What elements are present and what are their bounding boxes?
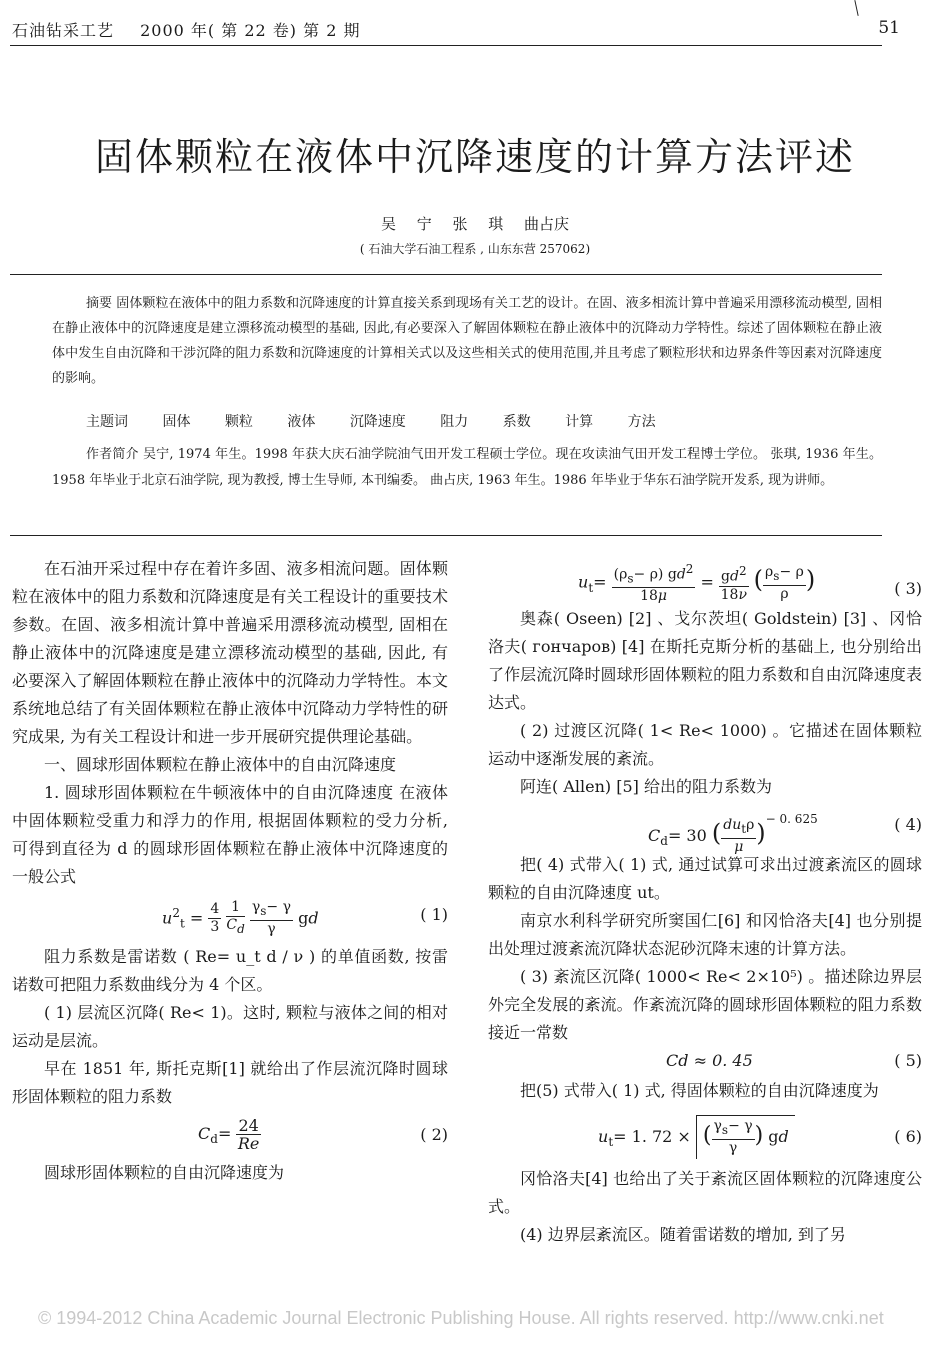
right-column: [488, 562, 922, 1249]
section-heading: 一、圆球形固体颗粒在静止液体中的自由沉降速度: [44, 755, 397, 774]
issue-info: 2000 年( 第 22 卷) 第 2 期: [140, 21, 361, 40]
substitute-paragraph: 把(5) 式带入( 1) 式, 得固体颗粒的自由沉降速度为: [520, 1081, 879, 1100]
authors: 吴 宁 张 琪 曲占庆: [380, 215, 570, 233]
equation-5: [488, 1047, 922, 1077]
abstract-top-rule: [10, 274, 882, 275]
keyword: 方法: [627, 414, 656, 430]
goncharov-paragraph: 冈恰洛夫[4] 也给出了关于紊流区固体颗粒的沉降速度公式。: [488, 1169, 922, 1216]
equation-number: ( 3): [894, 579, 922, 598]
equation-number: ( 6): [894, 1127, 922, 1146]
left-column: [12, 555, 448, 1187]
keyword: 主题词: [86, 414, 128, 430]
corner-mark: [854, 0, 858, 16]
affiliation: ( 石油大学石油工程系 , 山东东营 257062): [359, 242, 591, 256]
turbulent-paragraph: ( 3) 紊流区沉降( 1000< Re< 2×10⁵) 。描述除边界层外完全发展的紊流。作紊流沉降的圆球形固体颗粒的阻力系数接近一常数: [488, 967, 922, 1042]
oseen-paragraph: 奥森( Oseen) [2] 、戈尔茨坦( Goldstein) [3] 、冈恰洛夫( гончаров) [4] 在斯托克斯分析的基础上, 也分别给出了作层流沉降时圆球形固体颗粒的阻力系数和自由沉降速度表达式。: [488, 609, 922, 712]
header-rule: [10, 45, 882, 46]
dou-paragraph: 南京水利科学研究所窦国仁[6] 和冈恰洛夫[4] 也分别提出处理过渡紊流沉降状态泥砂沉降末速的计算方法。: [488, 911, 922, 958]
keywords: [86, 411, 686, 431]
equation-2: $C_d=$ $\frac{24}{Re}$ ( 2): [198, 1116, 448, 1153]
keyword: 固体: [162, 414, 191, 430]
allen-paragraph: 阿连( Allen) [5] 给出的阻力系数为: [520, 777, 772, 796]
equation-6: $u_t= 1$. 72 × ( $\frac{\gamma_s- \gamma}{\gamma}$ ) gd ( 6): [488, 1105, 922, 1165]
running-header: [12, 18, 360, 41]
equation-number: ( 2): [420, 1125, 448, 1144]
body-top-rule: [10, 535, 882, 536]
cnki-watermark: © 1994-2012 China Academic Journal Electronic Publishing House. All rights reserved. http://www.cnki.net: [38, 1308, 884, 1328]
stokes-paragraph: 早在 1851 年, 斯托克斯[1] 就给出了作层流沉降时圆球形固体颗粒的阻力系数: [12, 1059, 448, 1106]
keyword: 液体: [287, 414, 316, 430]
keyword: 计算: [565, 414, 594, 430]
page-number: 51: [878, 18, 900, 38]
equation-4: $C_d= 30$ ( $\frac{du_t\rho}{\mu}$ )$^{- 0. 625}$ ( 4): [648, 812, 922, 855]
equation-3: $u_t=$ $\frac{(\rho_s- \rho) gd^2}{18\mu}$ = $\frac{gd^2}{18\nu}$ ( $\frac{\rho_s- \rho}{\rho}$ ) ( 3): [578, 562, 922, 605]
transition-paragraph: ( 2) 过渡区沉降( 1< Re< 1000) 。它描述在固体颗粒运动中逐渐发展的紊流。: [488, 721, 922, 768]
paper-title: 固体颗粒在液体中沉降速度的计算方法评述: [94, 135, 855, 179]
equation-number: ( 5): [894, 1051, 922, 1070]
trial-calc-paragraph: 把( 4) 式带入( 1) 式, 通过试算可求出过渡紊流区的圆球颗粒的自由沉降速度 ut。: [488, 855, 922, 902]
intro-paragraph: 在石油开采过程中存在着许多固、液多相流问题。固体颗粒在液体中的阻力系数和沉降速度是有关工程设计的重要技术参数。在固、液多相流计算中普遍采用漂移流动模型, 固相在静止液体中的沉降速度是建立漂移流动模型的基础, 因此, 有必要深入了解固体颗粒在静止液体中的沉降动力学特性。本文系统地总结了有关固体颗粒在静止液体中沉降动力学特性的研究成果, 为有关工程设计和进一步开展研究提供理论基础。: [12, 559, 448, 746]
equation-1: $u^2_t$ = $\frac{4}{3}$ $\frac{1}{C_d}$ $\frac{\gamma_s- \gamma}{\gamma}$ gd ( 1): [162, 899, 448, 938]
keyword: 阻力: [440, 414, 469, 430]
reynolds-paragraph: 阻力系数是雷诺数 ( Re= u_t d / ν ) 的单值函数, 按雷诺数可把阻力系数曲线分为 4 个区。: [12, 947, 448, 994]
keyword: 系数: [502, 414, 531, 430]
keyword: 颗粒: [224, 414, 253, 430]
author-bio: 作者简介 吴宁, 1974 年生。1998 年获大庆石油学院油气田开发工程硕士学位。现在攻读油气田开发工程博士学位。 张琪, 1936 年生。1958 年毕业于北京石油学院, 现为教授, 博士生导师, 本刊编委。 曲占庆, 1963 年生。1986 年毕业于华东石油学院开发系, 现为讲师。: [52, 447, 882, 488]
equation-number: ( 1): [420, 905, 448, 924]
boundary-layer-paragraph: (4) 边界层紊流区。随着雷诺数的增加, 到了另: [520, 1225, 846, 1244]
abstract: 摘要 固体颗粒在液体中的阻力系数和沉降速度的计算直接关系到现场有关工艺的设计。在固、液多相流计算中普遍采用漂移流动模型, 固相在静止液体中的沉降速度是建立漂移流动模型的基础, 因此,有必要深入了解固体颗粒在静止液体中的沉降动力学特性。综述了固体颗粒在静止液体中发生自由沉降和干涉沉降的阻力系数和沉降速度的计算相关式以及这些相关式的使用范围,并且考虑了颗粒形状和边界条件等因素对沉降速度的影响。: [52, 296, 882, 386]
journal-name: 石油钻采工艺: [12, 21, 115, 40]
equation-number: ( 4): [894, 815, 922, 834]
subsection-paragraph: 1. 圆球形固体颗粒在牛顿液体中的自由沉降速度 在液体中固体颗粒受重力和浮力的作用, 根据固体颗粒的受力分析, 可得到直径为 d 的圆球形固体颗粒在静止液体中沉降速度的一般公式: [12, 783, 448, 886]
equation-5-body: Cd ≈ 0. 45: [666, 1051, 753, 1070]
keyword: 沉降速度: [349, 414, 406, 430]
settling-velocity-paragraph: 圆球形固体颗粒的自由沉降速度为: [44, 1163, 285, 1182]
laminar-paragraph: ( 1) 层流区沉降( Re< 1)。这时, 颗粒与液体之间的相对运动是层流。: [12, 1003, 448, 1050]
